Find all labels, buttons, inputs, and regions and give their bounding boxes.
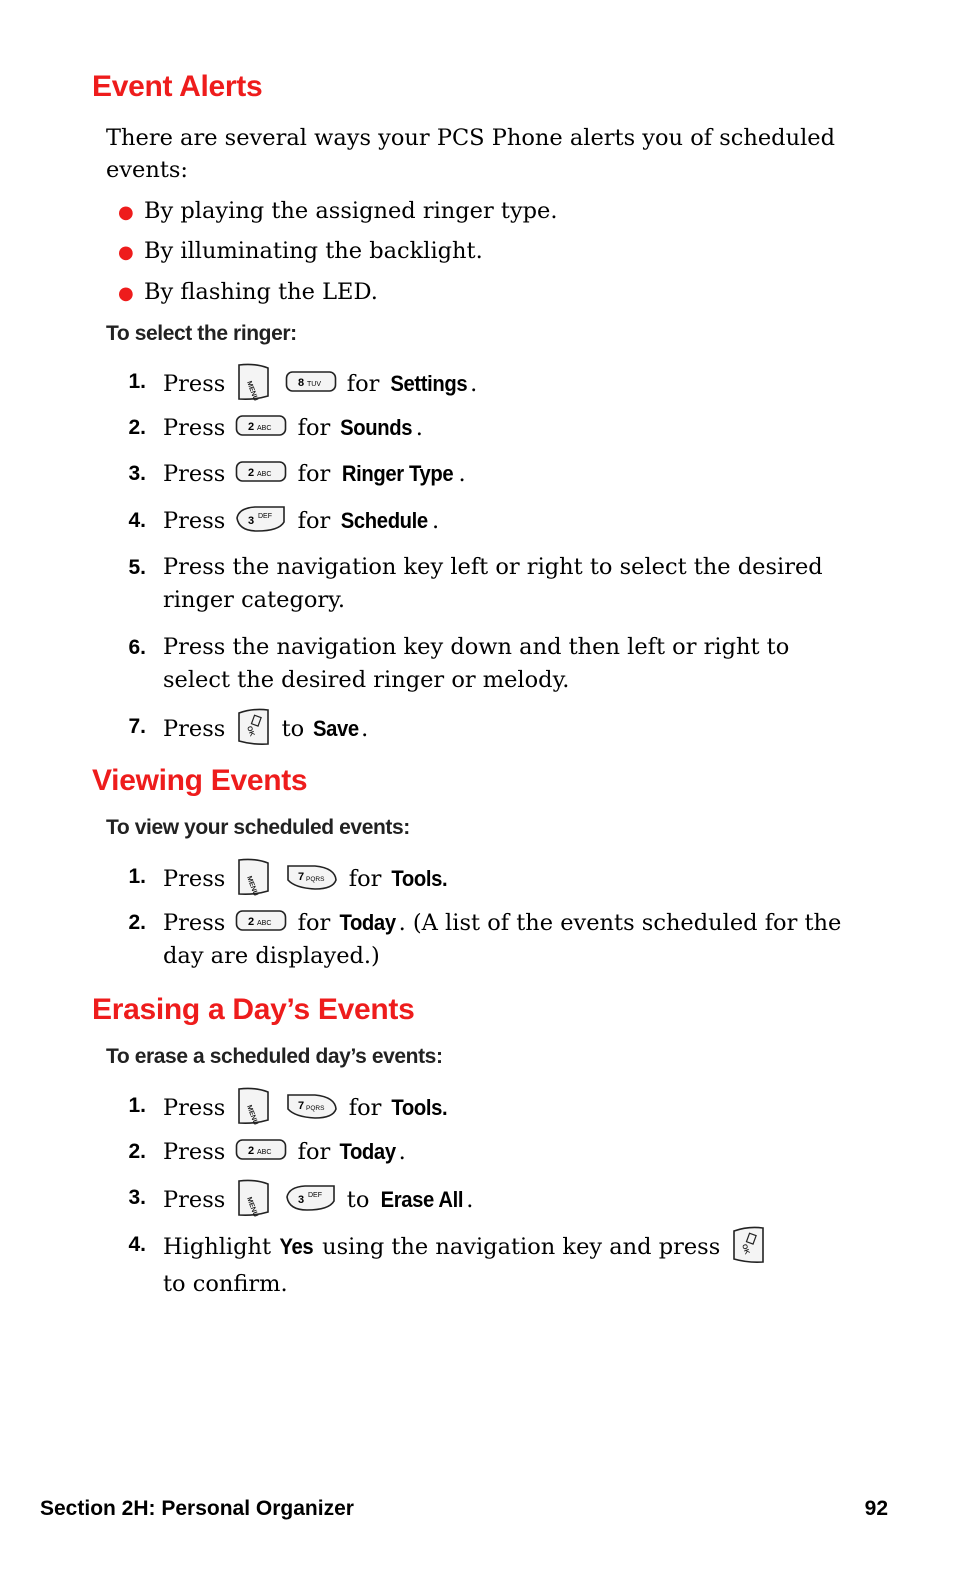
svg-text:7: 7 — [297, 1100, 304, 1112]
ok-key-icon — [730, 1225, 766, 1265]
svg-text:3: 3 — [248, 515, 255, 527]
page-number: 92 — [864, 1497, 888, 1520]
key-7-icon — [285, 1091, 339, 1121]
svg-text:2: 2 — [248, 467, 255, 479]
key-2-icon — [235, 414, 287, 438]
subheading-select-ringer: To select the ringer: — [106, 322, 297, 345]
list-item: ● By illuminating the backlight. — [118, 236, 483, 268]
svg-text:ABC: ABC — [257, 1149, 272, 1156]
heading-viewing-events: Viewing Events — [92, 764, 308, 797]
ok-key-icon — [235, 707, 271, 747]
menu-key-icon — [235, 857, 271, 897]
list-item: ● By flashing the LED. — [118, 277, 378, 309]
svg-text:DEF: DEF — [258, 513, 273, 520]
bullet-icon: ● — [118, 202, 134, 223]
heading-event-alerts: Event Alerts — [92, 70, 263, 103]
svg-text:ABC: ABC — [257, 471, 272, 478]
list-item: ● By playing the assigned ringer type. — [118, 196, 558, 228]
key-2-icon — [235, 909, 287, 933]
footer-section-title: Section 2H: Personal Organizer — [40, 1497, 354, 1520]
menu-key-icon — [235, 362, 271, 402]
intro-paragraph: There are several ways your PCS Phone alerts you of scheduled events: — [106, 125, 835, 183]
key-3-icon — [235, 504, 287, 534]
bullet-icon: ● — [118, 242, 134, 263]
svg-text:7: 7 — [297, 871, 304, 883]
svg-text:2: 2 — [248, 916, 255, 928]
svg-text:2: 2 — [248, 1145, 255, 1157]
key-3-icon — [285, 1183, 337, 1213]
svg-text:TUV: TUV — [306, 381, 321, 388]
svg-text:2: 2 — [248, 421, 255, 433]
menu-key-icon — [235, 1178, 271, 1218]
svg-text:PQRS: PQRS — [305, 876, 325, 883]
svg-text:3: 3 — [297, 1194, 304, 1206]
heading-erasing-events: Erasing a Day’s Events — [92, 993, 415, 1026]
menu-key-icon — [235, 1086, 271, 1126]
key-2-icon — [235, 460, 287, 484]
subheading-view-events: To view your scheduled events: — [106, 816, 410, 839]
key-7-icon — [285, 862, 339, 892]
subheading-erase-events: To erase a scheduled day’s events: — [106, 1045, 443, 1068]
manual-page: Event Alerts There are several ways your PCS Phone alerts you of scheduled events: ● By playing the assigned ringer type. ● By illuminating the backlight. ● By flashing the LED. To select the ringer: 1. Press 8 TUV for Settings . 2. Press 2 ABC for Sounds . 3. Press 2 ABC for Ringer Type . 4. Press 3 DEF for Schedule . 5. Press the navigation key left or right to select the desired ringer category. 6. Press the navigation key down and then left or right to select the desired ringer or melody. 7. Press to Save. Viewing Events To view your scheduled events: 1. Press 7 PQRS for Tools. 2. Press 2 ABC for Today . (A list of the events scheduled for the day are displayed.) Erasing a Day’s Events To erase a scheduled day’s events: 1. Press 7 PQRS for Tools. 2. Press 2 ABC for Today . 3. Press 3 DEF to Erase All . 4. Highlight Yes using the navigation key and press to confirm. Section 2H: Personal Organizer 92 — [40, 70, 888, 1520]
svg-text:PQRS: PQRS — [305, 1105, 325, 1112]
svg-text:ABC: ABC — [257, 920, 272, 927]
key-8-icon — [285, 370, 337, 394]
bullet-icon: ● — [118, 283, 134, 304]
key-2-icon — [235, 1138, 287, 1162]
svg-text:DEF: DEF — [307, 1192, 322, 1199]
svg-text:ABC: ABC — [257, 425, 272, 432]
svg-text:8: 8 — [297, 377, 304, 389]
